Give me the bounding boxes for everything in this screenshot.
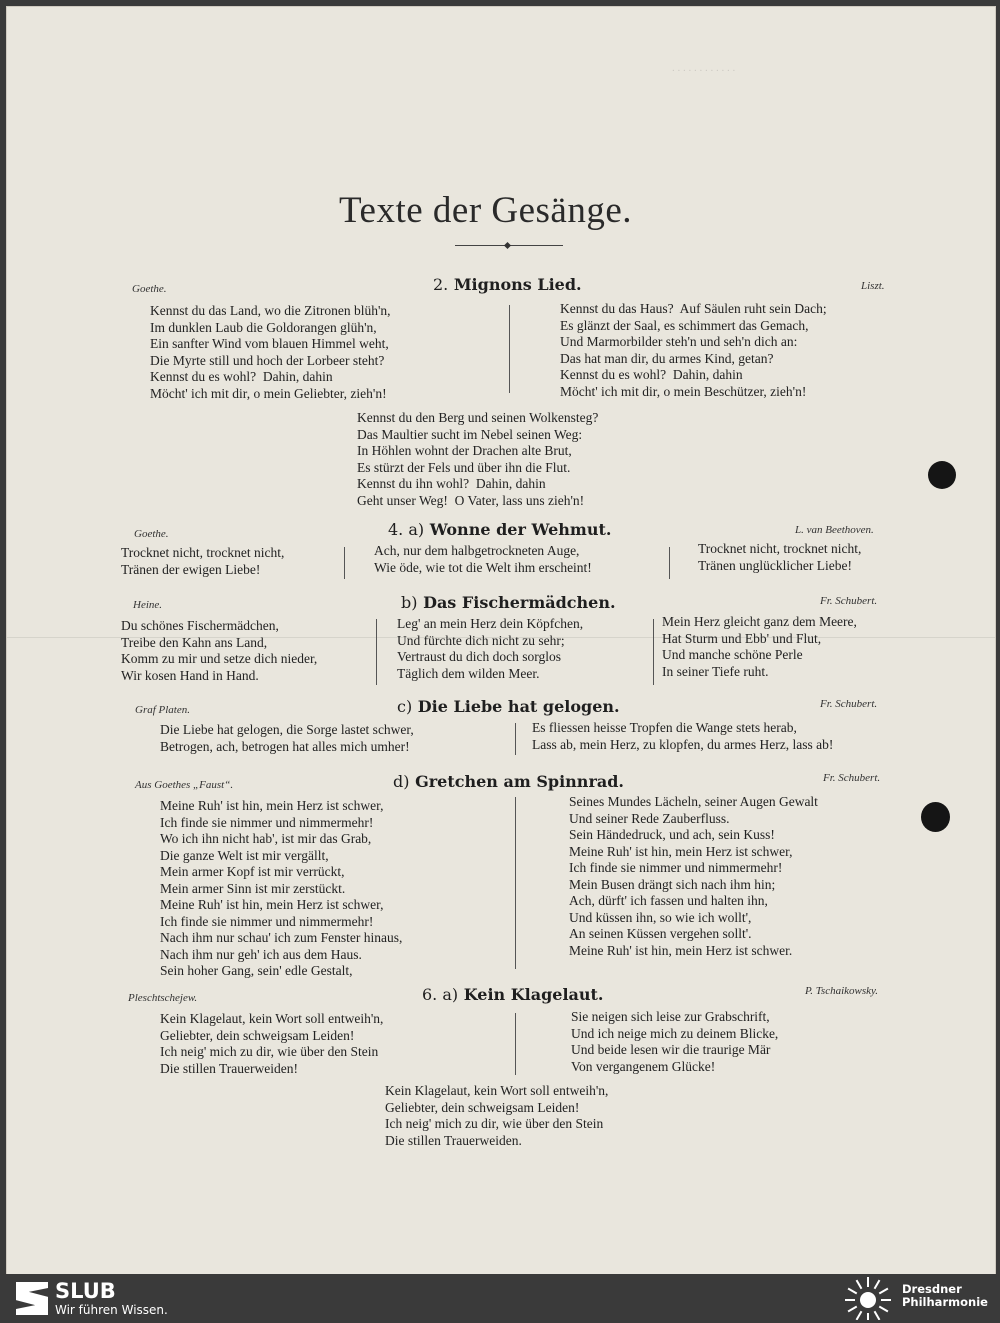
verse-left: Du schönes Fischermädchen, Treibe den Kahn ans Land, Komm zu mir und setze dich nieder, Wir kosen Hand in Hand.	[121, 618, 318, 683]
verse-center: Kein Klagelaut, kein Wort soll entweih'n, Geliebter, dein schweigsam Leiden! Ich neig' mich zu dir, wie über den Stein Die stillen Trauerweiden.	[385, 1083, 609, 1148]
song-title: Die Liebe hat gelogen.	[417, 697, 620, 716]
verse-left: Die Liebe hat gelogen, die Sorge lastet schwer, Betrogen, ach, betrogen hat alles mich umher!	[160, 722, 414, 754]
verse-middle: Ach, nur dem halbgetrockneten Auge, Wie öde, wie tot die Welt ihm erscheint!	[374, 543, 592, 575]
song-number: 4. a)	[388, 520, 425, 539]
song-title: Mignons Lied.	[453, 275, 582, 294]
column-divider	[376, 619, 377, 685]
verse-right: Mein Herz gleicht ganz dem Meere, Hat Sturm und Ebb' und Flut, Und manche schöne Perle In seiner Tiefe ruht.	[662, 614, 857, 679]
song-number: 6. a)	[422, 985, 459, 1004]
poet-attribution: Goethe.	[132, 283, 167, 295]
composer-attribution: P. Tschaikowsky.	[805, 985, 879, 997]
song-heading	[401, 593, 616, 612]
verse-left: Kein Klagelaut, kein Wort soll entweih'n, Geliebter, dein schweigsam Leiden! Ich neig' mich zu dir, wie über den Stein Die stillen Trauerweiden!	[160, 1011, 384, 1076]
document-page	[6, 6, 996, 1276]
song-heading	[388, 520, 611, 539]
song-number: c)	[397, 697, 413, 716]
verse-left: Kennst du das Land, wo die Zitronen blüh'n, Im dunklen Laub die Goldorangen glüh'n, Ein sanfter Wind vom blauen Himmel weht, Die Myrte still und hoch der Lorbeer steht? Kennst du es wohl? Dahin, dahin Möcht' ich mit dir, o mein Geliebter, zieh'n!	[150, 303, 391, 401]
library-name: SLUB	[55, 1279, 116, 1303]
song-number: 2.	[433, 275, 449, 294]
verse-right: Seines Mundes Lächeln, seiner Augen Gewalt Und seiner Rede Zauberfluss. Sein Händedruck, und ach, sein Kuss! Meine Ruh' ist hin, mein Herz ist schwer, Ich finde sie nimmer und nimmermehr! Mein Busen drängt sich nach ihm hin; Ach, dürft' ich fassen und halten ihn, Und küssen ihn, so wie ich wollt', An seinen Küssen vergehen sollt'. Meine Ruh' ist hin, mein Herz ist schwer.	[569, 794, 818, 958]
song-number: b)	[401, 593, 418, 612]
poet-attribution: Heine.	[133, 599, 163, 611]
library-tagline: Wir führen Wissen.	[55, 1303, 168, 1317]
composer-attribution: Fr. Schubert.	[820, 595, 878, 607]
column-divider	[653, 619, 654, 685]
song-title: Das Fischermädchen.	[423, 593, 616, 612]
poet-attribution: Graf Platen.	[135, 704, 190, 716]
song-heading	[393, 772, 624, 791]
composer-attribution: Liszt.	[861, 280, 885, 292]
column-divider	[515, 1013, 516, 1075]
philharmonie-logo-icon	[842, 1276, 894, 1320]
page-title: Texte der Gesänge.	[339, 190, 633, 231]
verse-middle: Leg' an mein Herz dein Köpfchen, Und fürchte dich nicht zu sehr; Vertraust du dich doch sorglos Täglich dem wilden Meer.	[397, 616, 584, 681]
verse-left: Trocknet nicht, trocknet nicht, Tränen der ewigen Liebe!	[121, 545, 285, 577]
partner-name	[902, 1283, 988, 1309]
song-title: Wonne der Wehmut.	[429, 520, 612, 539]
slub-logo-icon	[16, 1282, 48, 1315]
poet-attribution: Goethe.	[134, 528, 169, 540]
verse-right: Sie neigen sich leise zur Grabschrift, Und ich neige mich zu deinem Blicke, Und beide lesen wir die traurige Mär Von vergangenem Glücke!	[571, 1009, 779, 1074]
composer-attribution: Fr. Schubert.	[820, 698, 878, 710]
verse-right: Trocknet nicht, trocknet nicht, Tränen unglücklicher Liebe!	[698, 541, 862, 573]
composer-attribution: Fr. Schubert.	[823, 772, 881, 784]
column-divider	[344, 547, 345, 579]
verse-right: Kennst du das Haus? Auf Säulen ruht sein Dach; Es glänzt der Saal, es schimmert das Gemach, Und Marmorbilder steh'n und seh'n dich an: Das hat man dir, du armes Kind, getan? Kennst du es wohl? Dahin, dahin Möcht' ich mit dir, o mein Beschützer, zieh'n!	[560, 301, 827, 399]
footer-bar	[0, 1274, 1000, 1323]
song-title: Kein Klagelaut.	[463, 985, 604, 1004]
song-heading	[433, 275, 582, 294]
title-divider-ornament	[504, 242, 511, 249]
poet-attribution: Pleschtschejew.	[128, 992, 198, 1004]
song-number: d)	[393, 772, 410, 791]
poet-attribution: Aus Goethes „Faust“.	[135, 779, 234, 791]
column-divider	[669, 547, 670, 579]
verse-center: Kennst du den Berg und seinen Wolkensteg? Das Maultier sucht im Nebel seinen Weg: In Höhlen wohnt der Drachen alte Brut, Es stürzt der Fels und über ihn die Flut. Kennst du ihn wohl? Dahin, dahin Geht unser Weg! O Vater, lass uns zieh'n!	[357, 410, 599, 508]
verse-right: Es fliessen heisse Tropfen die Wange stets herab, Lass ab, mein Herz, zu klopfen, du armes Herz, lass ab!	[532, 720, 834, 752]
column-divider	[515, 797, 516, 969]
composer-attribution: L. van Beethoven.	[795, 524, 874, 536]
song-title: Gretchen am Spinnrad.	[415, 772, 624, 791]
bleed-through-text: . . . . . . . . . . . .	[672, 62, 736, 74]
punch-hole-bottom	[921, 802, 950, 832]
song-heading	[422, 985, 604, 1004]
partner-name-line1: Dresdner	[902, 1282, 962, 1296]
song-heading	[397, 697, 620, 716]
partner-name-line2: Philharmonie	[902, 1295, 988, 1309]
punch-hole-top	[928, 461, 956, 489]
column-divider	[509, 305, 510, 393]
verse-left: Meine Ruh' ist hin, mein Herz ist schwer, Ich finde sie nimmer und nimmermehr! Wo ich ihn nicht hab', ist mir das Grab, Die ganze Welt ist mir vergällt, Mein armer Kopf ist mir verrückt, Mein armer Sinn ist mir zerstückt. Meine Ruh' ist hin, mein Herz ist schwer, Ich finde sie nimmer und nimmermehr! Nach ihm nur schau' ich zum Fenster hinaus, Nach ihm nur geh' ich aus dem Haus. Sein hoher Gang, sein' edle Gestalt,	[160, 798, 403, 978]
column-divider	[515, 723, 516, 755]
